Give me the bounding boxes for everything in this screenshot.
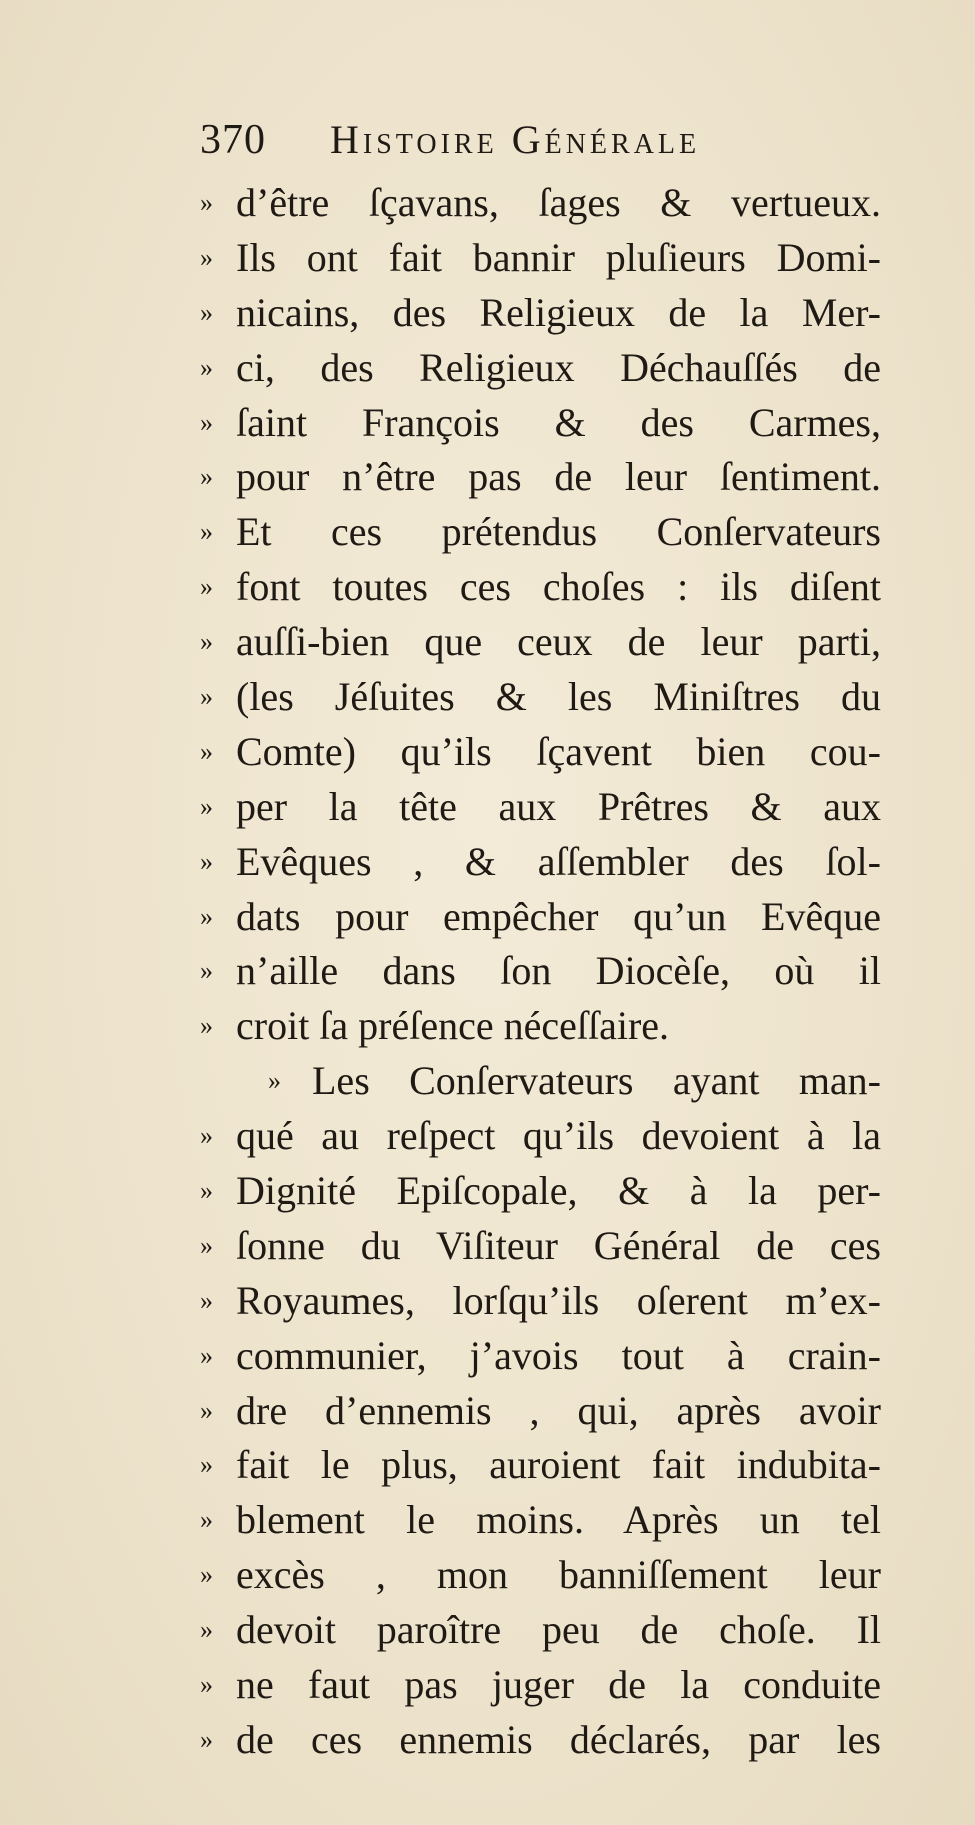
quote-mark: » (200, 242, 213, 272)
text-line (200, 999, 890, 1054)
line-text: devoit paroître peu de choſe. Il (236, 1607, 881, 1653)
line-text: auſſi-bien que ceux de leur parti, (236, 619, 881, 665)
line-text: pour n’être pas de leur ſentiment. (236, 454, 881, 500)
text-line (200, 1219, 890, 1274)
quote-mark: » (200, 1340, 213, 1370)
line-text: de ces ennemis déclarés, par les (236, 1716, 881, 1762)
quote-mark: » (200, 1230, 213, 1260)
text-line (200, 1603, 890, 1658)
page-number: 370 (200, 117, 266, 163)
line-text: Dignité Epiſcopale, & à la per- (236, 1168, 881, 1214)
quote-mark: » (200, 1285, 213, 1315)
text-line (200, 1109, 890, 1164)
text-line (200, 944, 890, 999)
line-text: ſaint François & des Carmes, (236, 399, 881, 445)
running-title: Histoire Générale (330, 117, 701, 162)
quote-mark: » (200, 297, 213, 327)
line-text: croit ſa préſence néceſſaire. (236, 1003, 670, 1049)
quote-mark: » (200, 1670, 213, 1700)
quote-mark: » (200, 188, 213, 217)
text-line (200, 1164, 890, 1219)
text-line (200, 890, 890, 945)
quote-mark: » (268, 1066, 281, 1096)
quote-mark: » (200, 846, 213, 876)
line-text: n’aille dans ſon Diocèſe, où il (236, 948, 881, 994)
quote-mark: » (200, 1724, 213, 1754)
quote-mark: » (200, 956, 213, 986)
quote-mark: » (200, 1011, 213, 1041)
line-text: communier, j’avois tout à crain- (236, 1332, 881, 1378)
line-text: Ils ont fait bannir pluſieurs Domi- (236, 234, 881, 280)
text-line (200, 286, 890, 341)
text-line (200, 835, 890, 890)
text-line (200, 1658, 890, 1713)
quote-mark: » (200, 1395, 213, 1425)
text-line (200, 505, 890, 560)
quote-mark: » (200, 407, 213, 437)
line-text: dats pour empêcher qu’un Evêque (236, 893, 881, 939)
quote-mark: » (200, 791, 213, 821)
line-text: Les Conſervateurs ayant man- (312, 1058, 881, 1104)
text-line (200, 780, 890, 835)
text-line (200, 1493, 890, 1548)
line-text: ci, des Religieux Déchauſſés de (236, 344, 881, 390)
quote-mark: » (200, 1176, 213, 1206)
quote-mark: » (200, 517, 213, 547)
line-text: d’être ſçavans, ſages & vertueux. (236, 180, 881, 225)
text-line (200, 1548, 890, 1603)
text-line (200, 450, 890, 505)
text-line (200, 670, 890, 725)
quote-mark: » (200, 682, 213, 712)
text-line (200, 1274, 890, 1329)
quote-mark: » (200, 1450, 213, 1480)
line-text: font toutes ces choſes : ils diſent (236, 564, 881, 610)
text-line (200, 341, 890, 396)
quote-mark: » (200, 352, 213, 382)
line-text: dre d’ennemis , qui, après avoir (236, 1387, 881, 1433)
text-line (200, 560, 890, 615)
text-line (200, 1054, 890, 1109)
text-line (200, 1713, 890, 1768)
quote-mark: » (200, 1560, 213, 1590)
line-text: (les Jéſuites & les Miniſtres du (236, 674, 881, 720)
text-line (200, 1329, 890, 1384)
quote-mark: » (200, 462, 213, 492)
line-text: Royaumes, lorſqu’ils oſerent m’ex- (236, 1277, 881, 1323)
page-header (200, 116, 880, 164)
line-text: ne faut pas juger de la conduite (236, 1662, 881, 1708)
quote-mark: » (200, 572, 213, 602)
text-line (200, 176, 890, 231)
text-line (200, 231, 890, 286)
text-line (200, 396, 890, 451)
text-line (200, 615, 890, 670)
line-text: blement le moins. Après un tel (236, 1497, 881, 1543)
text-line (200, 1384, 890, 1439)
quote-mark: » (200, 736, 213, 766)
line-text: Et ces prétendus Conſervateurs (236, 509, 881, 555)
quote-mark: » (200, 627, 213, 657)
line-text: Comte) qu’ils ſçavent bien cou- (236, 728, 881, 774)
line-text: fait le plus, auroient fait indubita- (236, 1442, 881, 1488)
text-line (200, 725, 890, 780)
quote-mark: » (200, 1121, 213, 1151)
line-text: excès , mon banniſſement leur (236, 1552, 881, 1598)
line-text: Evêques , & aſſembler des ſol- (236, 838, 881, 884)
line-text: per la tête aux Prêtres & aux (236, 783, 881, 829)
body-text (200, 176, 890, 1768)
quote-mark: » (200, 901, 213, 931)
line-text: qué au reſpect qu’ils devoient à la (236, 1113, 881, 1159)
quote-mark: » (200, 1505, 213, 1535)
line-text: nicains, des Religieux de la Mer- (236, 289, 881, 335)
line-text: ſonne du Viſiteur Général de ces (236, 1222, 881, 1268)
quote-mark: » (200, 1615, 213, 1645)
text-line (200, 1438, 890, 1493)
